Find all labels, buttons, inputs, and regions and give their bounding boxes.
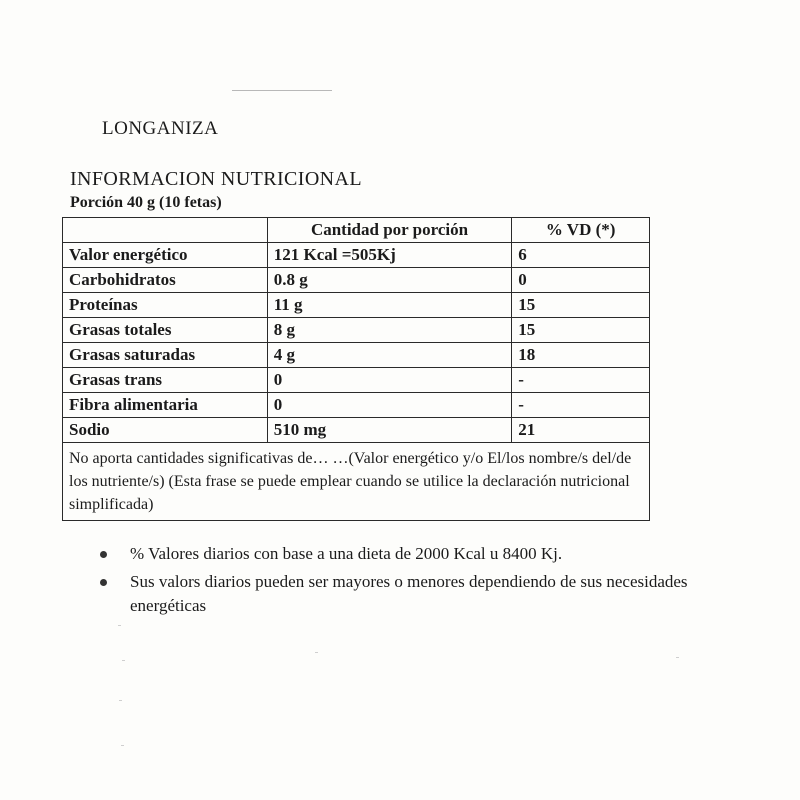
nutrient-quantity: 0.8 g bbox=[267, 268, 512, 293]
footnote-item bbox=[96, 570, 736, 618]
scan-speck bbox=[118, 625, 121, 626]
nutrient-name: Grasas trans bbox=[63, 368, 268, 393]
nutrition-info-title: INFORMACION NUTRICIONAL bbox=[70, 168, 362, 190]
nutrition-table bbox=[62, 217, 650, 521]
scan-speck bbox=[315, 652, 318, 653]
header-quantity: Cantidad por porción bbox=[267, 218, 512, 243]
nutrient-quantity: 8 g bbox=[267, 318, 512, 343]
nutrient-vd: 6 bbox=[512, 243, 650, 268]
nutrient-name: Carbohidratos bbox=[63, 268, 268, 293]
nutrient-quantity: 4 g bbox=[267, 343, 512, 368]
table-row bbox=[63, 318, 650, 343]
nutrient-name: Fibra alimentaria bbox=[63, 393, 268, 418]
nutrient-name: Grasas totales bbox=[63, 318, 268, 343]
header-nutrient bbox=[63, 218, 268, 243]
bullet-icon bbox=[100, 551, 107, 558]
scan-speck bbox=[676, 657, 679, 658]
nutrient-quantity: 0 bbox=[267, 368, 512, 393]
table-note: No aporta cantidades significativas de… …(Valor energético y/o El/los nombre/s del/de los nutriente/s) (Esta frase se puede emplear cuando se utilice la declaración nutricional simplificada) bbox=[63, 443, 650, 521]
footnote-item bbox=[96, 542, 736, 566]
table-row bbox=[63, 343, 650, 368]
scan-artifact-line bbox=[232, 90, 332, 91]
nutrient-name: Grasas saturadas bbox=[63, 343, 268, 368]
scan-speck bbox=[119, 700, 122, 701]
footnotes-list bbox=[96, 542, 736, 622]
nutrient-quantity: 510 mg bbox=[267, 418, 512, 443]
table-note-row bbox=[63, 443, 650, 521]
footnote-text: % Valores diarios con base a una dieta de 2000 Kcal u 8400 Kj. bbox=[130, 544, 563, 563]
table-row bbox=[63, 243, 650, 268]
table-header-row bbox=[63, 218, 650, 243]
nutrient-quantity: 121 Kcal =505Kj bbox=[267, 243, 512, 268]
table-row bbox=[63, 293, 650, 318]
product-name: LONGANIZA bbox=[102, 118, 219, 139]
nutrient-vd: 15 bbox=[512, 293, 650, 318]
footnote-text: Sus valors diarios pueden ser mayores o menores dependiendo de sus necesidades energéticas bbox=[130, 572, 688, 615]
header-vd: % VD (*) bbox=[512, 218, 650, 243]
nutrient-vd: - bbox=[512, 393, 650, 418]
table-row bbox=[63, 418, 650, 443]
nutrient-vd: - bbox=[512, 368, 650, 393]
scan-speck bbox=[121, 745, 124, 746]
table-row bbox=[63, 268, 650, 293]
nutrient-vd: 18 bbox=[512, 343, 650, 368]
nutrient-vd: 21 bbox=[512, 418, 650, 443]
scan-speck bbox=[122, 660, 125, 661]
table-row bbox=[63, 368, 650, 393]
nutrient-name: Sodio bbox=[63, 418, 268, 443]
nutrient-name: Valor energético bbox=[63, 243, 268, 268]
nutrient-quantity: 11 g bbox=[267, 293, 512, 318]
portion-size: Porción 40 g (10 fetas) bbox=[70, 194, 222, 211]
nutrient-name: Proteínas bbox=[63, 293, 268, 318]
nutrient-quantity: 0 bbox=[267, 393, 512, 418]
table-row bbox=[63, 393, 650, 418]
nutrient-vd: 0 bbox=[512, 268, 650, 293]
nutrient-vd: 15 bbox=[512, 318, 650, 343]
bullet-icon bbox=[100, 579, 107, 586]
